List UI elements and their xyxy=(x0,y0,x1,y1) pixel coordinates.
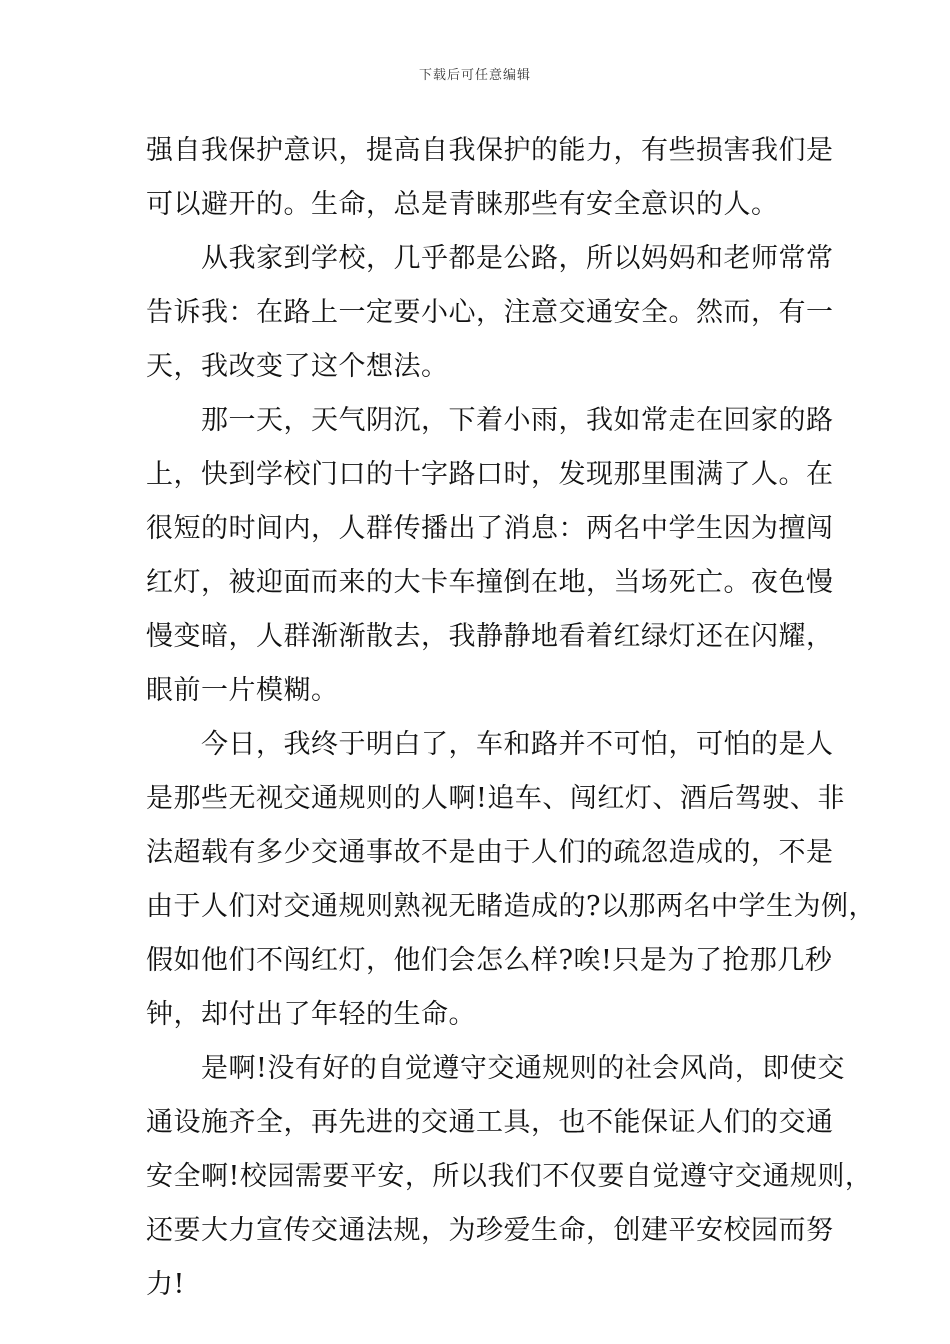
text-line: 可以避开的。生命，总是青睐那些有安全意识的人。 xyxy=(146,189,779,220)
document-body xyxy=(146,124,876,1312)
text-line: 很短的时间内，人群传播出了消息：两名中学生因为擅闯 xyxy=(146,513,834,544)
text-line: 钟，却付出了年轻的生命。 xyxy=(146,999,476,1030)
text-line: 法超载有多少交通事故不是由于人们的疏忽造成的，不是 xyxy=(146,837,834,868)
text-line: 天，我改变了这个想法。 xyxy=(146,351,449,382)
text-line: 上，快到学校门口的十字路口时，发现那里围满了人。在 xyxy=(146,459,834,490)
text-line: 今日，我终于明白了，车和路并不可怕，可怕的是人 xyxy=(146,729,834,760)
text-line: 由于人们对交通规则熟视无睹造成的?以那两名中学生为例， xyxy=(146,891,876,922)
text-line: 慢变暗，人群渐渐散去，我静静地看着红绿灯还在闪耀， xyxy=(146,621,834,652)
text-line: 通设施齐全，再先进的交通工具，也不能保证人们的交通 xyxy=(146,1107,834,1138)
text-line: 告诉我：在路上一定要小心，注意交通安全。然而，有一 xyxy=(146,297,834,328)
text-line: 眼前一片模糊。 xyxy=(146,675,339,706)
text-line: 安全啊!校园需要平安，所以我们不仅要自觉遵守交通规则， xyxy=(146,1161,873,1192)
text-line: 假如他们不闯红灯，他们会怎么样?唉!只是为了抢那几秒 xyxy=(146,945,833,976)
text-line: 强自我保护意识，提高自我保护的能力，有些损害我们是 xyxy=(146,135,834,166)
text-line: 从我家到学校，几乎都是公路，所以妈妈和老师常常 xyxy=(146,243,834,274)
text-line: 那一天，天气阴沉，下着小雨，我如常走在回家的路 xyxy=(146,405,834,436)
page-header: 下载后可任意编辑 xyxy=(418,68,531,83)
text-line: 是啊!没有好的自觉遵守交通规则的社会风尚，即使交 xyxy=(146,1053,845,1084)
text-line: 还要大力宣传交通法规，为珍爱生命，创建平安校园而努 xyxy=(146,1215,834,1246)
text-line: 红灯，被迎面而来的大卡车撞倒在地，当场死亡。夜色慢 xyxy=(146,567,834,598)
text-line: 是那些无视交通规则的人啊!追车、闯红灯、酒后驾驶、非 xyxy=(146,783,845,814)
text-line: 力! xyxy=(146,1269,185,1300)
